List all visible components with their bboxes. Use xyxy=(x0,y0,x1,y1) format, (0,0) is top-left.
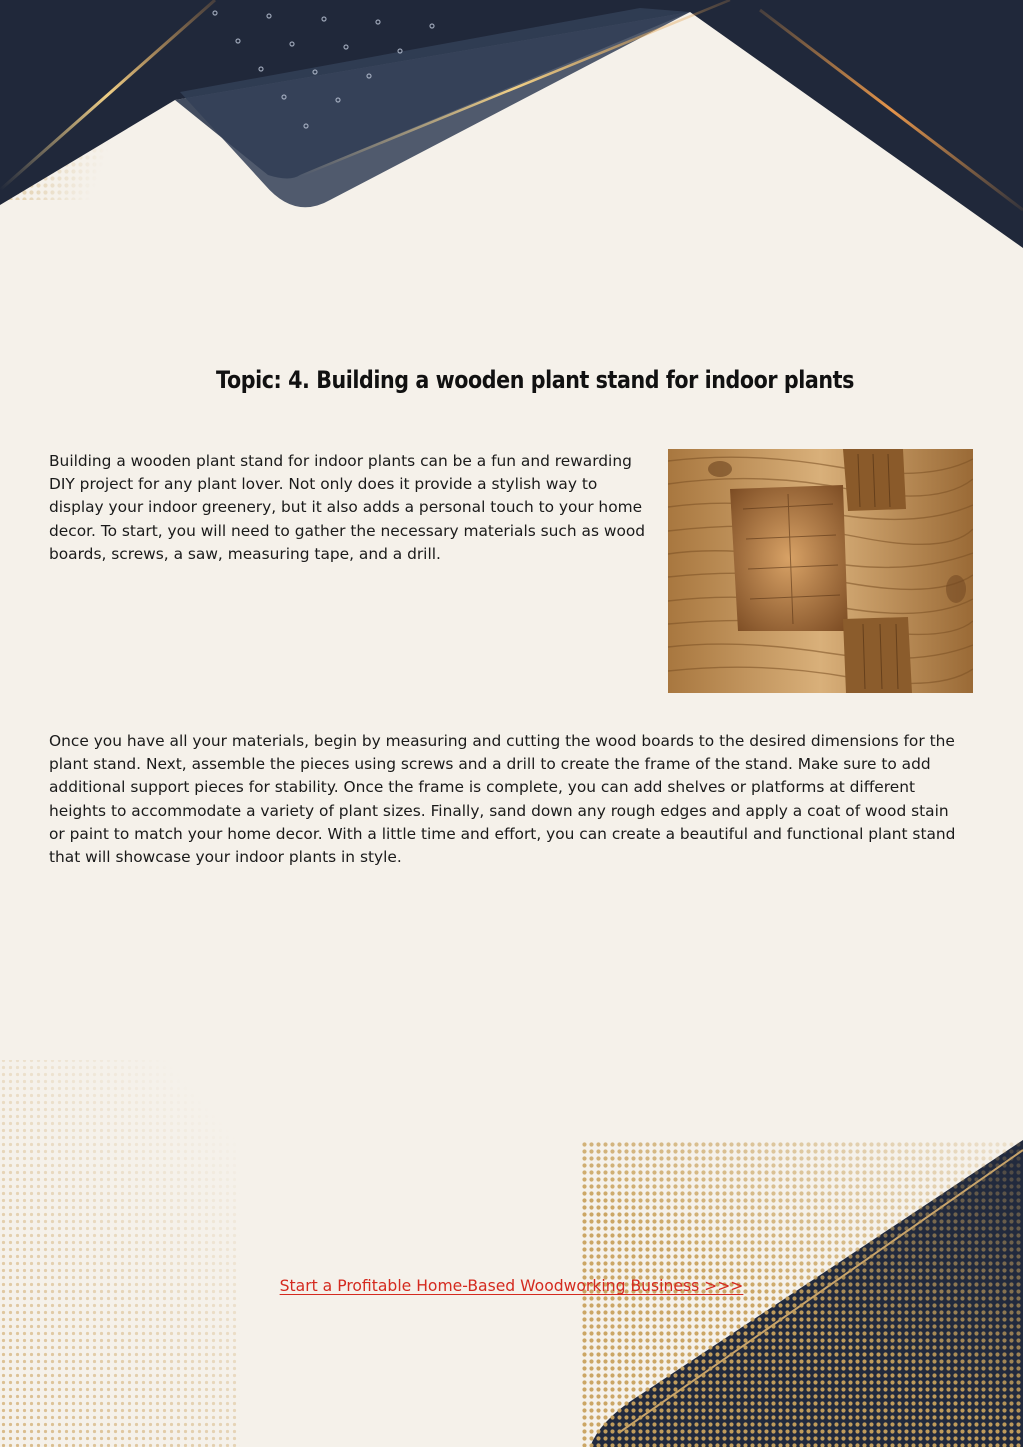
wood-joint-photo xyxy=(668,449,973,693)
body-paragraph: Once you have all your materials, begin by measuring and cutting the wood boards to the desired dimensions for the plant stand. Next, assemble the pieces using screws and a drill to create the frame of the stand. Make sure to add additional support pieces for stability. Once the frame is complete, you can add shelves or platforms at different heights to accommodate a variety of plant sizes. Finally, sand down any rough edges and apply a coat of wood stain or paint to match your home decor. With a little time and effort, you can create a beautiful and functional plant stand that will showcase your indoor plants in style. xyxy=(49,732,956,867)
intro-paragraph: Building a wooden plant stand for indoor plants can be a fun and rewarding DIY project for any plant lover. Not only does it provide a stylish way to display your indoor greenery, but it also adds a personal touch to your home decor. To start, you will need to gather the necessary materials such as wood boards, screws, a saw, measuring tape, and a drill. xyxy=(49,452,646,563)
page-title: Topic: 4. Building a wooden plant stand for indoor plants xyxy=(216,366,854,394)
cta-container xyxy=(0,1277,1023,1296)
woodworking-business-link[interactable]: Start a Profitable Home-Based Woodworking Business >>> xyxy=(279,1277,744,1295)
